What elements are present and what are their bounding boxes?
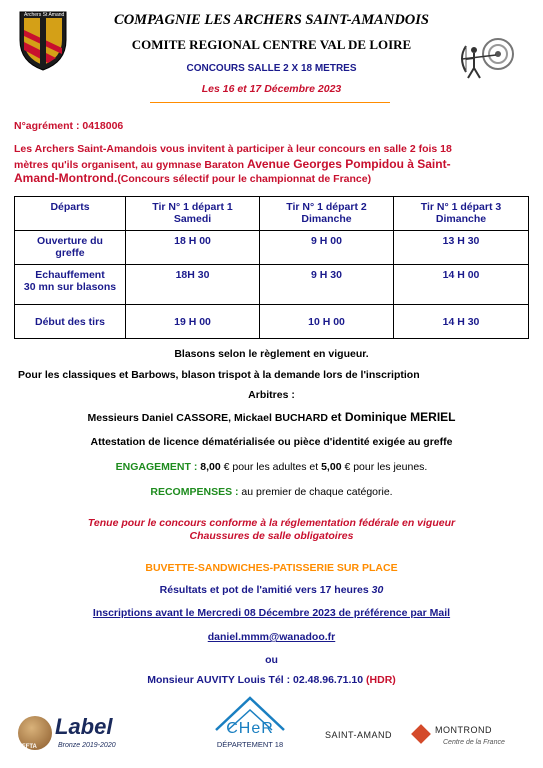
table-cell: Début des tirs [15, 305, 126, 339]
table-cell: 13 H 30 [394, 231, 529, 265]
label-subtitle: Bronze 2019-2020 [58, 742, 116, 749]
table-header-cell: Tir N° 1 départ 1 Samedi [126, 197, 260, 231]
table-cell: 18H 30 [126, 265, 260, 305]
blasons-text: Blasons selon le règlement en vigueur. [174, 348, 369, 360]
resultats-text [0, 584, 543, 596]
attestation-text: Attestation de licence dématérialisée ou pièce d'identité exigée au greffe [90, 436, 453, 448]
resultats-text-a: Résultats et pot de l'amitié vers 17 heures [159, 584, 372, 596]
sam-word-b: MONTROND [435, 725, 492, 735]
table-cell: 19 H 00 [126, 305, 260, 339]
header-subtitle: CONCOURS SALLE 2 X 18 METRES [186, 63, 357, 74]
table-cell: 14 H 00 [394, 265, 529, 305]
chaussures-text: Chaussures de salle obligatoires [189, 530, 354, 542]
saint-amand-logo [325, 722, 530, 758]
label-word: Label [55, 714, 113, 739]
club-logo-text: Archers St Amand [24, 12, 65, 18]
recompenses-text: au premier de chaque catégorie. [238, 486, 393, 498]
arbitres-names-a: Messieurs Daniel CASSORE, Mickael BUCHARD [87, 412, 331, 424]
intro-address: Avenue Georges Pompidou à Saint- [246, 157, 451, 171]
intro-line-2 [14, 157, 451, 171]
intro-city: Amand-Montrond. [14, 171, 118, 185]
sam-tagline: Centre de la France [443, 739, 505, 746]
table-cell: 18 H 00 [126, 231, 260, 265]
resultats-text-b: 30 [371, 584, 384, 596]
contact-hours: (HDR) [366, 674, 396, 686]
intro-text-3b: (Concours sélectif pour le championnat de France) [117, 173, 372, 185]
arbitres-label: Arbitres : [248, 389, 295, 401]
engagement-label: ENGAGEMENT : [115, 461, 198, 473]
table-row [15, 265, 529, 305]
header-title: COMPAGNIE LES ARCHERS SAINT-AMANDOIS [114, 12, 429, 28]
table-header-cell: Départs [15, 197, 126, 231]
intro-line-3 [14, 171, 371, 185]
cher-logo [202, 694, 298, 758]
table-header-cell: Tir N° 1 départ 2 Dimanche [260, 197, 394, 231]
or-text: ou [265, 654, 278, 666]
intro-line-1 [14, 143, 452, 155]
arbitres-names-b: et Dominique MERIEL [330, 410, 456, 424]
recompenses-line [0, 486, 543, 498]
contact-text: Monsieur AUVITY Louis Tél : 02.48.96.71.10 [147, 674, 367, 686]
sam-word-a: SAINT-AMAND [325, 730, 393, 740]
sam-emblem [411, 724, 431, 744]
table-cell: 9 H 30 [260, 265, 394, 305]
table-cell: Echauffement 30 mn sur blasons [15, 265, 126, 305]
table-row [15, 305, 529, 339]
table-row [15, 231, 529, 265]
agrement-number: N°agrément : 0418006 [14, 120, 124, 132]
buvette-text: BUVETTE-SANDWICHES-PATISSERIE SUR PLACE [145, 562, 398, 574]
schedule-table [14, 196, 529, 339]
engagement-adult-price: 8,00 [200, 461, 221, 473]
engagement-text-2: € pour les jeunes. [341, 461, 428, 473]
contact-line [0, 674, 543, 686]
email-link[interactable]: daniel.mmm@wanadoo.fr [207, 631, 336, 643]
header-dates: Les 16 et 17 Décembre 2023 [201, 83, 342, 95]
intro-text-2a: mètres qu'ils organisent, au gymnase Baraton [14, 159, 247, 171]
table-cell: 9 H 00 [260, 231, 394, 265]
engagement-youth-price: 5,00 [321, 461, 342, 473]
cher-subtitle: DÉPARTEMENT 18 [216, 740, 284, 749]
label-badge-text: FFTA [22, 744, 37, 750]
inscriptions-text: Inscriptions avant le Mercredi 08 Décembre 2023 de préférence par Mail [92, 607, 451, 619]
table-header-row [15, 197, 529, 231]
header-committee: COMITE REGIONAL CENTRE VAL DE LOIRE [131, 37, 412, 52]
label-logo [18, 714, 128, 758]
recompenses-label: RECOMPENSES : [150, 486, 239, 498]
header-divider [150, 102, 390, 103]
table-header-cell: Tir N° 1 départ 3 Dimanche [394, 197, 529, 231]
cher-word: CHeR [226, 720, 274, 737]
tenue-text: Tenue pour le concours conforme à la réglementation fédérale en vigueur [87, 517, 456, 529]
table-cell: 14 H 30 [394, 305, 529, 339]
table-cell: 10 H 00 [260, 305, 394, 339]
engagement-text-1: € pour les adultes et [220, 461, 322, 473]
arbitres-names [0, 410, 543, 424]
table-cell: Ouverture du greffe [15, 231, 126, 265]
classiques-text: Pour les classiques et Barbows, blason trispot à la demande lors de l'inscription [18, 369, 420, 381]
engagement-line [0, 461, 543, 473]
intro-text-1: Les Archers Saint-Amandois vous invitent à participer à leur concours en salle 2 fois 18 [14, 143, 452, 155]
